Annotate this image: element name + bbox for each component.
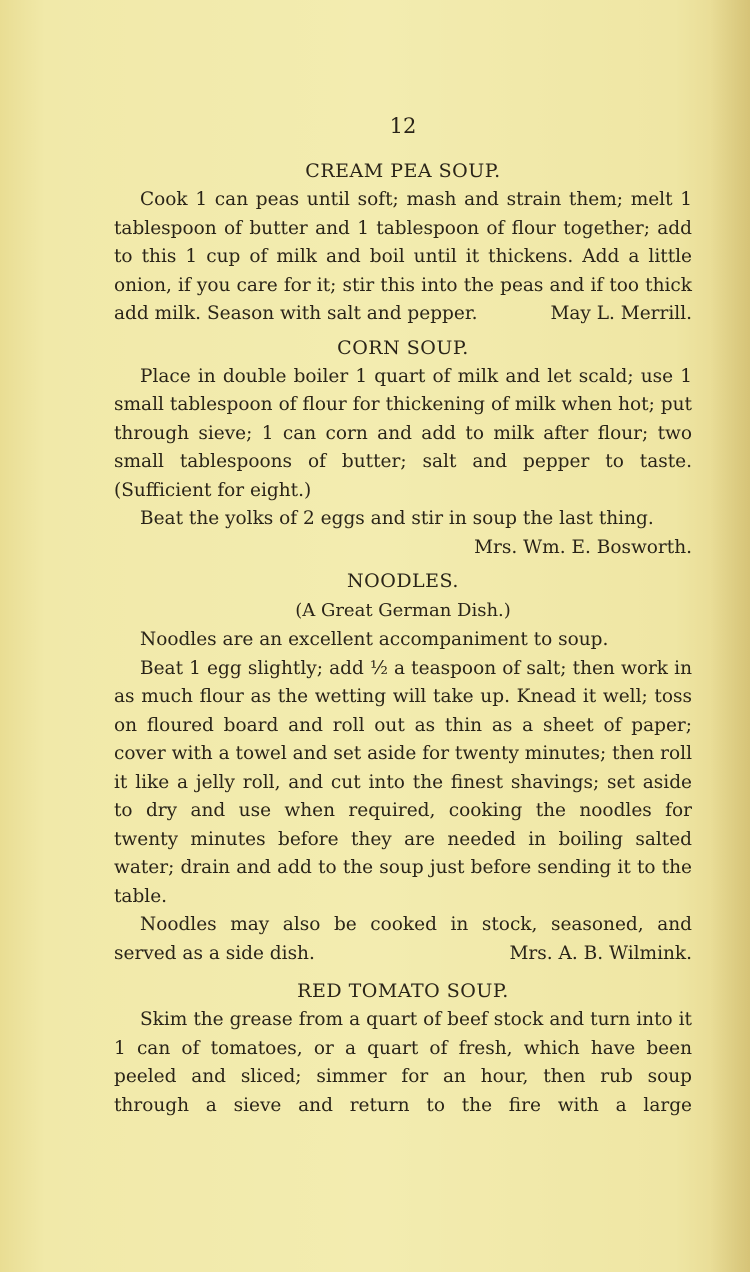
- recipe-noodles: [114, 566, 692, 968]
- recipe-paragraph: Beat 1 egg slightly; add ½ a teaspoon of salt; then work in as much flour as the wetting will take up. Knead it well; toss on floured board and roll out as thin as a sheet of paper; cover with a towel and set aside for twenty minutes; then roll it like a jelly roll, and cut into the finest shavings; set aside to dry and use when required, cooking the noodles for twenty minutes before they are needed in boiling salted water; drain and add to the soup just before sending it to the table.: [114, 657, 692, 907]
- recipe-paragraph: Cook 1 can peas until soft; mash and strain them; melt 1 tablespoon of butter and 1 tablespoon of flour together; add to this 1 cup of milk and boil until it thickens. Add a little onion, if you care for it; stir this into the peas and if too thick add milk. Season with salt and pepper. May L. Merrill.: [114, 186, 692, 329]
- page-edge-shadow: [710, 0, 750, 1272]
- recipe-corn-soup: [114, 333, 692, 563]
- recipe-paragraph: Beat the yolks of 2 eggs and stir in soup the last thing.: [140, 508, 654, 529]
- recipe-author: Mrs. Wm. E. Bosworth.: [474, 536, 692, 558]
- recipe-title: NOODLES.: [347, 570, 459, 592]
- recipe-body: [114, 911, 692, 968]
- page-number: 12: [389, 114, 417, 138]
- recipe-subtitle: (A Great German Dish.): [295, 600, 511, 621]
- recipe-paragraph: Skim the grease from a quart of beef stock and turn into it 1 can of tomatoes, or a quart of fresh, which have been peeled and sliced; simmer for an hour, then rub soup through a sieve and return to the fire with a large: [114, 1009, 692, 1116]
- recipe-red-tomato-soup: [114, 976, 692, 1120]
- recipe-paragraph: Noodles may also be cooked in stock, seasoned, and served as a side dish. Mrs. A. B. Wilmink.: [114, 911, 692, 968]
- page-text: [114, 108, 692, 1120]
- recipe-paragraph: Place in double boiler 1 quart of milk and let scald; use 1 small tablespoon of flour for thickening of milk when hot; put through sieve; 1 can corn and add to milk after flour; two small tablespoons of butter; salt and pepper to taste. (Sufficient for eight.): [114, 365, 692, 501]
- recipe-body: [114, 186, 692, 329]
- recipe-title: CORN SOUP.: [337, 336, 469, 359]
- recipe-author: Mrs. A. B. Wilmink.: [509, 942, 692, 964]
- recipe-title: RED TOMATO SOUP.: [297, 980, 509, 1002]
- recipe-cream-pea-soup: [114, 156, 692, 329]
- recipe-paragraph: Noodles are an excellent accompaniment to soup.: [140, 629, 609, 650]
- recipe-title: CREAM PEA SOUP.: [305, 160, 501, 182]
- recipe-author: May L. Merrill.: [550, 303, 692, 324]
